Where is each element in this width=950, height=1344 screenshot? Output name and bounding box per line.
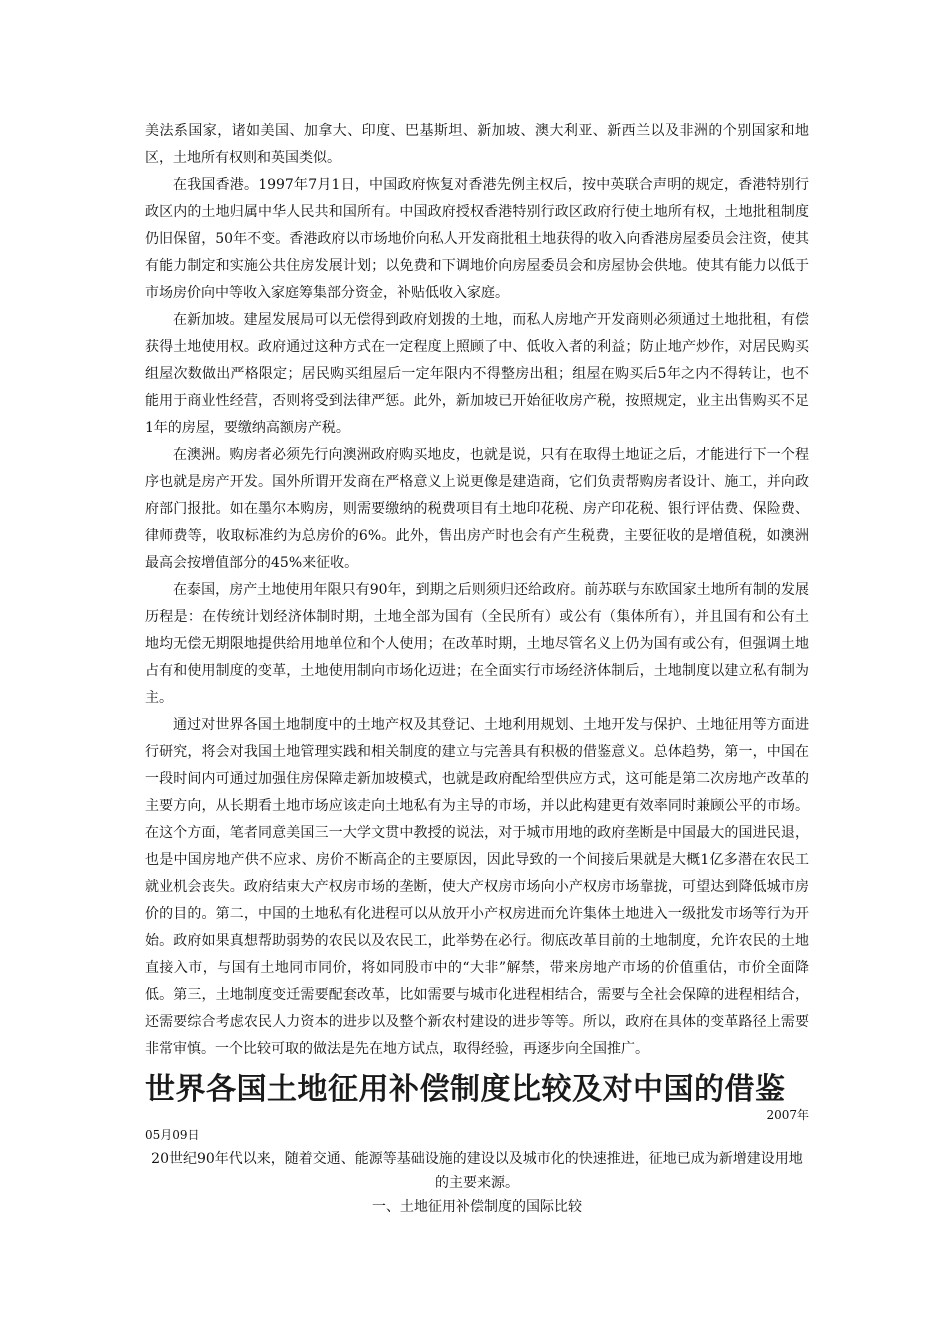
paragraph-hong-kong: 在我国香港。1997年7月1日，中国政府恢复对香港先例主权后，按中英联合声明的规定，香港特别行政区内的土地归属中华人民共和国所有。中国政府授权香港特别行政区政府行使土地所有权，土地批租制度仍旧保留，50年不变。香港政府以市场地价向私人开发商批租土地获得的收入向香港房屋委员会注资，使其有能力制定和实施公共住房发展计划；以免费和下调地价向房屋委员会和房屋协会供地。使其有能力以低于市场房价向中等收入家庭筹集部分资金，补贴低收入家庭。 xyxy=(145,177,809,301)
paragraph-australia: 在澳洲。购房者必须先行向澳洲政府购买地皮，也就是说，只有在取得土地证之后，才能进行下一个程序也就是房产开发。国外所谓开发商在严格意义上说更像是建造商，它们负责帮购房者设计、施工，并向政府部门报批。如在墨尔本购房，则需要缴纳的税费项目有土地印花税、房产印花税、银行评估费、保险费、律师费等，收取标准约为总房价的6%。此外，售出房产时也会有产生税费，主要征收的是增值税，如澳洲最高会按增值部分的45%来征收。 xyxy=(145,447,809,571)
paragraph-conclusion: 通过对世界各国土地制度中的土地产权及其登记、土地利用规划、土地开发与保护、土地征用等方面进行研究，将会对我国土地管理实践和相关制度的建立与完善具有积极的借鉴意义。总体趋势，第一，中国在一段时间内可通过加强住房保障走新加坡模式，也就是政府配给型供应方式，这可能是第二次房地产改革的主要方向，从长期看土地市场应该走向土地私有为主导的市场，并以此构建更有效率同时兼顾公平的市场。在这个方面，笔者同意美国三一大学文贯中教授的说法，对于城市用地的政府垄断是中国最大的国进民退，也是中国房地产供不应求、房价不断高企的主要原因，因此导致的一个间接后果就是大概1亿多潜在农民工就业机会丧失。政府结束大产权房市场的垄断，使大产权房市场向小产权房市场靠拢，可望达到降低城市房价的目的。第二，中国的土地私有化进程可以从放开小产权房进而允许集体土地进入一级批发市场等行为开始。政府如果真想帮助弱势的农民以及农民工，此举势在必行。彻底改革目前的土地制度，允许农民的土地直接入市，与国有土地同市同价，将如同股市中的“大非”解禁，带来房地产市场的价值重估，市价全面降低。第三，土地制度变迁需要配套改革，比如需要与城市化进程相结合，需要与全社会保障的进程相结合，还需要综合考虑农民人力资本的进步以及整个新农村建设的进步等等。所以，政府在具体的变革路径上需要非常审慎。一个比较可取的做法是先在地方试点，取得经验，再逐步向全国推广。 xyxy=(145,717,809,1057)
paragraph-common-law-countries: 美法系国家，诸如美国、加拿大、印度、巴基斯坦、新加坡、澳大利亚、新西兰以及非洲的个别国家和地区，土地所有权则和英国类似。 xyxy=(145,123,809,166)
paragraph-thailand: 在泰国，房产土地使用年限只有90年，到期之后则须归还给政府。前苏联与东欧国家土地所有制的发展历程是：在传统计划经济体制时期，土地全部为国有（全民所有）或公有（集体所有），并且国有和公有土地均无偿无期限地提供给用地单位和个人使用；在改革时期，土地尽管名义上仍为国有或公有，但强调土地占有和使用制度的变革，土地使用制向市场化迈进；在全面实行市场经济体制后，土地制度以建立私有制为主。 xyxy=(145,582,809,706)
section-heading: 一、土地征用补偿制度的国际比较 xyxy=(372,1199,582,1215)
article-header xyxy=(145,1070,809,1122)
paragraph-singapore: 在新加坡。建屋发展局可以无偿得到政府划拨的土地，而私人房地产开发商则必须通过土地批租，有偿获得土地使用权。政府通过这种方式在一定程度上照顾了中、低收入者的利益；防止地产炒作，对居民购买组屋次数做出严格限定；居民购买组屋后一定年限内不得整房出租；组屋在购买后5年之内不得转让，也不能用于商业性经营，否则将受到法律严惩。此外，新加坡已开始征收房产税，按照规定，业主出售购买不足1年的房屋，要缴纳高额房产税。 xyxy=(145,312,809,436)
article-intro: 20世纪90年代以来，随着交通、能源等基础设施的建设以及城市化的快速推进，征地已成为新增建设用地的主要来源。 xyxy=(151,1151,803,1191)
article-date-day: 05月09日 xyxy=(145,1128,200,1142)
document-page xyxy=(145,118,809,1219)
article-date-year: 2007年 xyxy=(766,1108,809,1122)
article-title: 世界各国土地征用补偿制度比较及对中国的借鉴 xyxy=(145,1072,786,1107)
